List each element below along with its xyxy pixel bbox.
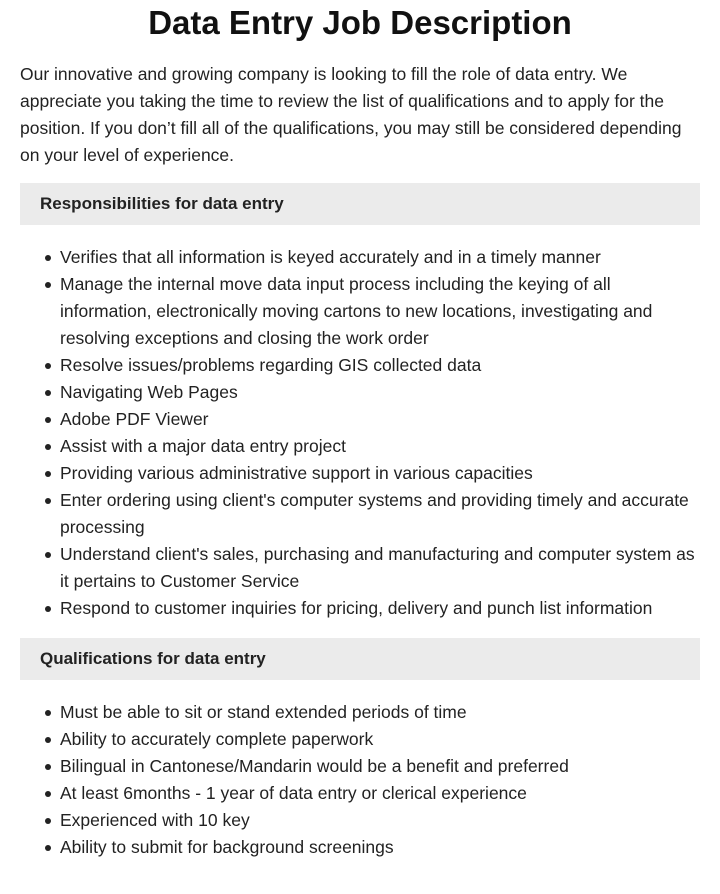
responsibility-item: Navigating Web Pages	[60, 379, 700, 406]
responsibilities-list	[20, 244, 700, 622]
qualifications-heading: Qualifications for data entry	[20, 638, 700, 680]
qualification-item: Must be able to sit or stand extended periods of time	[60, 699, 700, 726]
qualification-item: At least 6months - 1 year of data entry or clerical experience	[60, 780, 700, 807]
responsibility-item: Respond to customer inquiries for pricing, delivery and punch list information	[60, 595, 700, 622]
responsibilities-heading: Responsibilities for data entry	[20, 183, 700, 225]
responsibility-item: Resolve issues/problems regarding GIS collected data	[60, 352, 700, 379]
qualifications-list	[20, 699, 700, 861]
responsibility-item: Providing various administrative support in various capacities	[60, 460, 700, 487]
qualification-item: Bilingual in Cantonese/Mandarin would be a benefit and preferred	[60, 753, 700, 780]
responsibility-item: Verifies that all information is keyed accurately and in a timely manner	[60, 244, 700, 271]
intro-paragraph: Our innovative and growing company is looking to fill the role of data entry. We appreciate you taking the time to review the list of qualifications and to apply for the position. If you don’t fill all of the qualifications, you may still be considered depending on your level of experience.	[20, 64, 682, 165]
page-title: Data Entry Job Description	[148, 4, 572, 41]
responsibility-item: Adobe PDF Viewer	[60, 406, 700, 433]
responsibility-item: Enter ordering using client's computer systems and providing timely and accurate processing	[60, 487, 700, 541]
qualification-item: Ability to submit for background screenings	[60, 834, 700, 861]
qualification-item: Ability to accurately complete paperwork	[60, 726, 700, 753]
responsibility-item: Understand client's sales, purchasing and manufacturing and computer system as it pertains to Customer Service	[60, 541, 700, 595]
qualification-item: Experienced with 10 key	[60, 807, 700, 834]
responsibility-item: Assist with a major data entry project	[60, 433, 700, 460]
responsibility-item: Manage the internal move data input process including the keying of all information, electronically moving cartons to new locations, investigating and resolving exceptions and closing the work order	[60, 271, 700, 352]
